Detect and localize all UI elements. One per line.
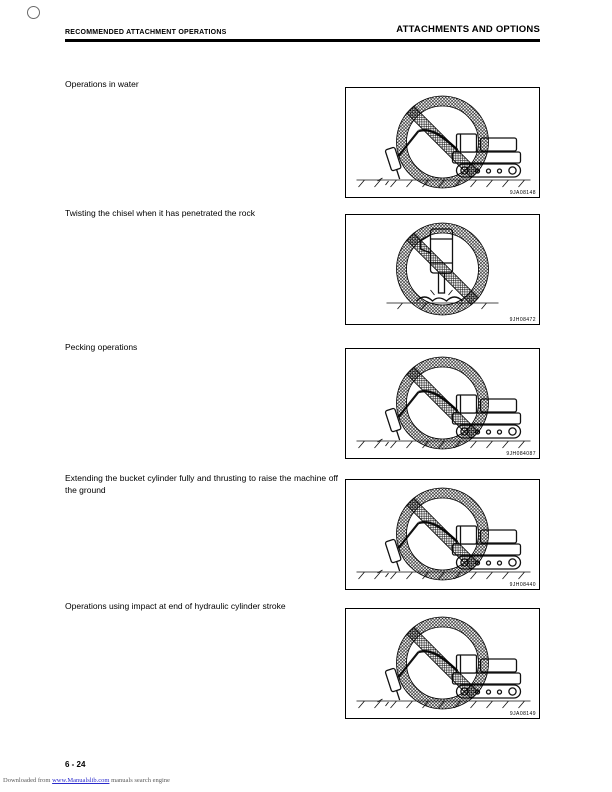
punch-hole-mark xyxy=(27,6,40,19)
caption-extending-bucket-cylinder: Extending the bucket cylinder fully and thrusting to raise the machine off the ground xyxy=(65,473,338,496)
figure-box xyxy=(345,214,540,325)
header-rule xyxy=(65,39,540,42)
prohibited-excavator-operation-icon xyxy=(346,349,539,458)
page-number: 6 - 24 xyxy=(65,760,86,769)
prohibited-operation-illustration xyxy=(346,88,539,197)
prohibited-operation-illustration xyxy=(346,349,539,458)
header-chapter-title: ATTACHMENTS AND OPTIONS xyxy=(396,24,540,35)
watermark-line xyxy=(3,777,170,784)
prohibited-operation-illustration xyxy=(346,215,539,324)
figure-code: 9JA08148 xyxy=(509,190,536,196)
figure-code: 9JH08472 xyxy=(509,317,536,323)
figure-code: 9JH08440 xyxy=(509,582,536,588)
figure-box xyxy=(345,87,540,198)
prohibited-chisel-twisting-icon xyxy=(346,215,539,324)
header-section-title: RECOMMENDED ATTACHMENT OPERATIONS xyxy=(65,29,227,36)
watermark-suffix: manuals search engine xyxy=(109,777,170,784)
watermark-link[interactable]: www.Manualslib.com xyxy=(52,777,110,784)
figure-code: 9JA08149 xyxy=(509,711,536,717)
prohibited-excavator-operation-icon xyxy=(346,480,539,589)
caption-impact-at-stroke-end: Operations using impact at end of hydraulic cylinder stroke xyxy=(65,601,286,611)
watermark-prefix: Downloaded from xyxy=(3,777,53,784)
prohibited-excavator-operation-icon xyxy=(346,609,539,718)
figure-box xyxy=(345,608,540,719)
caption-pecking-operations: Pecking operations xyxy=(65,342,138,352)
caption-twisting-chisel: Twisting the chisel when it has penetrated the rock xyxy=(65,208,255,218)
figure-box xyxy=(345,348,540,459)
prohibited-excavator-operation-icon xyxy=(346,88,539,197)
prohibited-operation-illustration xyxy=(346,609,539,718)
prohibited-operation-illustration xyxy=(346,480,539,589)
figure-box xyxy=(345,479,540,590)
caption-operations-in-water: Operations in water xyxy=(65,79,139,89)
figure-code: 9JH084087 xyxy=(506,451,536,457)
